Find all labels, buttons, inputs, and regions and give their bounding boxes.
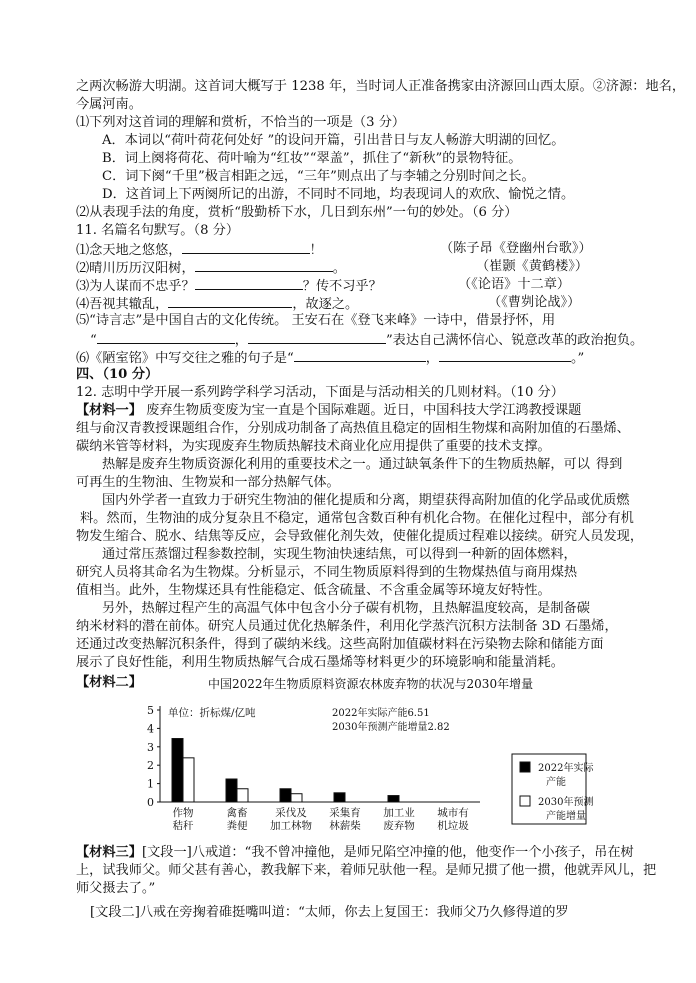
material-1-line-2: 组与俞汉青教授课题组合作，分别成功制备了高热值且稳定的固相生物煤和高附加值的石墨烯、	[76, 421, 630, 436]
bar-actual-2022	[172, 739, 183, 802]
answer-blank[interactable]	[97, 330, 235, 344]
q2-stem: ⑵从表现手法的角度，赏析“殷勤桥下水，几日到东州”一句的妙处。（6 分）	[76, 205, 518, 220]
material-3-label: 【材料三】	[76, 845, 142, 860]
material-3-line-1	[76, 844, 634, 862]
answer-blank[interactable]	[195, 258, 333, 272]
material-1-line-12: 另外，热解过程产生的高温气体中包含小分子碳有机物，且热解温度较高，是制备碳	[102, 601, 590, 616]
q11-item-6	[76, 348, 584, 368]
y-tick-label: 3	[147, 740, 154, 754]
material-3-line-4: [文段二]八戒在旁掬着碓挺嘴叫道：“太师，你去上复国王：我师父乃久修得道的罗	[90, 905, 569, 920]
intro-line-1: 之两次畅游大明湖。这首词大概写于 1238 年，当时词人正准备携家由济源回山西太原。②济源：地名，	[76, 79, 686, 94]
x-category-label: 林薪柴	[329, 820, 361, 830]
x-category-label: 废弃物	[383, 820, 415, 830]
material-1-line-15: 展示了良好性能，利用生物质热解气合成石墨烯等材料更少的环境影响和能量消耗。	[76, 655, 564, 670]
q11-item-2-pre: ⑵晴川历历汉阳树，	[76, 261, 195, 276]
q11-item-5-comma: ，	[234, 333, 248, 348]
x-category-label: 加工林物	[270, 820, 312, 830]
q1-stem: ⑴下列对这首词的理解和赏析，不恰当的一项是（3 分）	[76, 115, 406, 130]
material-1-line-5: 可再生的生物油、生物炭和一部分热解气体。	[76, 475, 340, 490]
intro-line-2: 今属河南。	[76, 97, 142, 112]
bar-actual-2022	[334, 793, 345, 802]
q11-item-5-line-2	[90, 330, 643, 350]
material-2-label: 【材料二】	[76, 675, 142, 690]
material-1-label: 【材料一】	[76, 403, 142, 418]
answer-blank[interactable]	[182, 240, 310, 254]
q11-item-2-post: 。	[332, 261, 346, 276]
q12-stem: 12. 志明中学开展一系列跨学科学习活动，下面是与活动相关的几则材料。（10 分）	[76, 385, 564, 400]
material-1-line-13: 纳米材料的潜在前体。研究人员通过优化热解条件，利用化学蒸汽沉积方法制备 3D 石墨烯，	[76, 619, 618, 634]
answer-blank[interactable]	[439, 348, 571, 362]
x-category-label: 禽畜	[226, 807, 248, 819]
material-1-text: 废弃生物质变废为宝一直是个国际难题。近日，中国科技大学江鸿教授课题	[141, 403, 582, 418]
bar-increment-2030	[183, 758, 194, 802]
q11-item-6-end: 。”	[570, 351, 585, 366]
chart-title: 中国2022年生物质原料资源农林废弃物的状况与2030年增量	[208, 677, 534, 691]
material-3-line-2: 上，试我师父。师父甚有善心，教我解下来，着师兄驮他一程。是师兄掼了他一掼，他就弄风儿，把	[76, 863, 657, 878]
legend-label: 2030年预测	[538, 797, 594, 808]
x-category-label: 作物	[172, 807, 194, 819]
q11-item-4-source: （《曹刿论战》）	[488, 295, 581, 310]
q11-item-4	[76, 294, 358, 314]
legend-label: 产能增量	[546, 811, 586, 822]
chart-note-actual: 2022年实际产能6.51	[332, 708, 430, 719]
material-1-line-3: 碳纳米管等材料，为实现废弃生物质热解技术商业化应用提供了重要的技术支撑。	[76, 439, 551, 454]
answer-blank[interactable]	[168, 294, 292, 308]
q11-item-5-open-quote: “	[90, 333, 97, 348]
y-tick-label: 1	[147, 777, 154, 791]
q11-item-1-post: ！	[309, 243, 323, 258]
x-category-label: 采集育	[329, 807, 361, 819]
x-category-label: 加工业	[383, 807, 415, 819]
answer-blank[interactable]	[195, 276, 303, 290]
bar-actual-2022	[280, 789, 291, 802]
y-tick-label: 2	[147, 759, 154, 773]
material-3-line-3: 师父摄去了。”	[76, 881, 156, 896]
chart-note-increment: 2030年预测产能增量2.82	[332, 722, 450, 733]
material-1-line-6: 国内外学者一直致力于研究生物油的催化提质和分离，期望获得高附加值的化学品或优质燃	[102, 493, 630, 508]
y-tick-label: 0	[147, 796, 154, 809]
legend-label: 产能	[546, 777, 566, 788]
q1-option-b[interactable]: B．词上阕将荷花、荷叶喻为“红妆”“翠盖”，抓住了“新秋”的景物特征。	[102, 151, 522, 166]
material-1-line-4: 热解是废弃生物质资源化利用的重要技术之一。通过缺氧条件下的生物质热解，可以	[102, 457, 590, 472]
x-category-label: 城市有	[437, 807, 469, 819]
q11-item-5-tail: ”表达自己满怀信心、锐意改革的政治抱负。	[385, 333, 644, 348]
section-4-heading: 四、（10 分）	[76, 367, 159, 382]
material-1-line-8: 物发生缩合、脱水、结焦等反应，会导致催化剂失效，使催化提质过程难以接续。研究人员发现，	[76, 529, 644, 544]
material-1-line-7: 料。然而，生物油的成分复杂且不稳定，通常包含数百种有机化合物。在催化过程中，部分有机	[80, 511, 634, 526]
material-1-line-9: 通过常压蒸馏过程参数控制，实现生物油快速结焦，可以得到一种新的固体燃料，	[102, 547, 577, 562]
q11-item-3	[76, 276, 382, 296]
legend-swatch	[520, 796, 530, 806]
q11-item-4-post: ，故逐之。	[292, 297, 359, 312]
q11-item-1-pre: ⑴念天地之悠悠，	[76, 243, 182, 258]
legend-label: 2022年实际	[538, 763, 594, 774]
q11-item-1	[76, 240, 323, 260]
answer-blank[interactable]	[248, 330, 386, 344]
y-tick-label: 4	[147, 722, 154, 736]
legend-swatch	[520, 762, 530, 772]
chart-unit-label: 单位：折标煤/亿吨	[168, 707, 256, 719]
material-3-text: [文段一]八戒道：“我不曾冲撞他，是师兄陷空冲撞的他，他变作一个小孩子，吊在树	[141, 845, 634, 860]
bar-actual-2022	[226, 779, 237, 802]
q11-item-6-pre: ⑹《陋室铭》中写交往之雅的句子是“	[76, 351, 294, 366]
material-1-line-4-tail: 得到	[596, 457, 623, 472]
x-category-label: 秸秆	[172, 820, 194, 830]
q1-option-c[interactable]: C．词下阕“千里”极言相距之远，“三年”则点出了与李辅之分别时间之长。	[102, 169, 535, 184]
bar-increment-2030	[237, 789, 248, 802]
q11-title: 11. 名篇名句默写。（8 分）	[76, 223, 240, 238]
q11-item-3-post: ？传不习乎？	[302, 279, 382, 294]
q11-item-5-line-1: ⑸“诗言志”是中国自古的文化传统。 王安石在《登飞来峰》一诗中，借景抒怀，用	[76, 313, 556, 328]
y-tick-label: 5	[147, 704, 154, 717]
material-1-line-1	[76, 402, 581, 420]
q11-item-1-source: （陈子昂《登幽州台歌》）	[440, 241, 592, 256]
answer-blank[interactable]	[294, 348, 426, 362]
q11-item-3-source: （《论语》十二章）	[458, 277, 571, 292]
material-1-line-14: 还通过改变热解沉积条件，得到了碳纳米线。这些高附加值碳材料在污染物去除和储能方面	[76, 637, 604, 652]
q1-option-d[interactable]: D．这首词上下两阕所记的出游，不同时不同地，均表现词人的欢欣、愉悦之情。	[102, 187, 575, 202]
x-category-label: 机垃圾	[437, 820, 469, 830]
q11-item-2	[76, 258, 346, 278]
x-category-label: 粪便	[226, 820, 248, 830]
bar-chart	[120, 690, 640, 830]
material-1-line-11: 值相当。此外，生物煤还具有性能稳定、低含硫量、不含重金属等环境友好特性。	[76, 583, 551, 598]
q11-item-3-pre: ⑶为人谋而不忠乎？	[76, 279, 195, 294]
q11-item-4-pre: ⑷吾视其辙乱，	[76, 297, 169, 312]
q1-option-a[interactable]: A．本词以“荷叶荷花何处好 ”的设问开篇，引出昔日与友人畅游大明湖的回忆。	[102, 133, 565, 148]
q11-item-6-comma: ，	[425, 351, 439, 366]
material-1-line-10: 研究人员将其命名为生物煤。分析显示，不同生物质原料得到的生物煤热值与商用煤热	[76, 565, 578, 580]
bar-increment-2030	[291, 794, 302, 802]
x-category-label: 采伐及	[275, 807, 307, 819]
bar-actual-2022	[388, 796, 399, 802]
q11-item-2-source: （崔颢《黄鹤楼》）	[476, 259, 589, 274]
